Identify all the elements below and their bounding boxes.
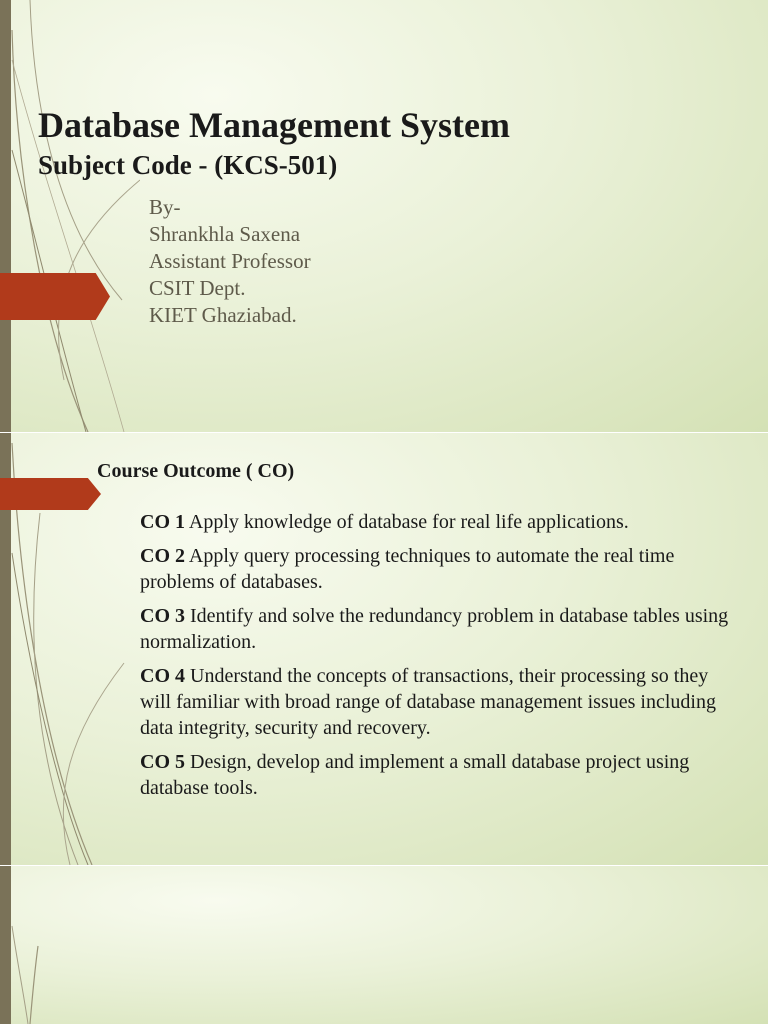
slide-subtitle: Subject Code - (KCS-501): [38, 150, 338, 180]
list-item: [114, 509, 744, 535]
decorative-swoosh-lines: [0, 0, 140, 432]
co-code: CO 1: [140, 511, 185, 533]
title-slide: [0, 0, 768, 432]
co-code: CO 3: [140, 605, 185, 627]
co-text: Identify and solve the redundancy problem in database tables using normalization.: [140, 605, 729, 653]
course-outcome-heading: Course Outcome ( CO): [97, 460, 295, 482]
accent-tab: [0, 273, 110, 320]
author-by: By-: [149, 195, 181, 219]
co-text: Understand the concepts of transactions, their processing so they will familiar with broad range of database management issues including data integrity, security and recovery.: [140, 665, 716, 739]
slide-title: Database Management System: [38, 105, 510, 145]
list-item: [114, 663, 744, 741]
co-code: CO 5: [140, 751, 185, 773]
author-title: Assistant Professor: [149, 249, 311, 273]
list-item: [114, 749, 744, 801]
decorative-swoosh-lines: [0, 866, 140, 1024]
co-code: CO 2: [140, 545, 185, 567]
course-outcome-list: [114, 509, 744, 809]
list-item: [114, 543, 744, 595]
author-block: [149, 194, 311, 329]
list-item: [114, 603, 744, 655]
co-code: CO 4: [140, 665, 185, 687]
author-name: Shrankhla Saxena: [149, 222, 301, 246]
author-department: CSIT Dept.: [149, 276, 246, 300]
co-text: Design, develop and implement a small database project using database tools.: [140, 751, 690, 799]
author-institute: KIET Ghaziabad.: [149, 303, 297, 327]
next-slide-partial: [0, 866, 768, 1024]
course-outcome-slide: [0, 433, 768, 865]
co-text: Apply query processing techniques to automate the real time problems of databases.: [140, 545, 675, 593]
co-text: Apply knowledge of database for real life applications.: [188, 511, 629, 533]
accent-tab: [0, 478, 101, 510]
